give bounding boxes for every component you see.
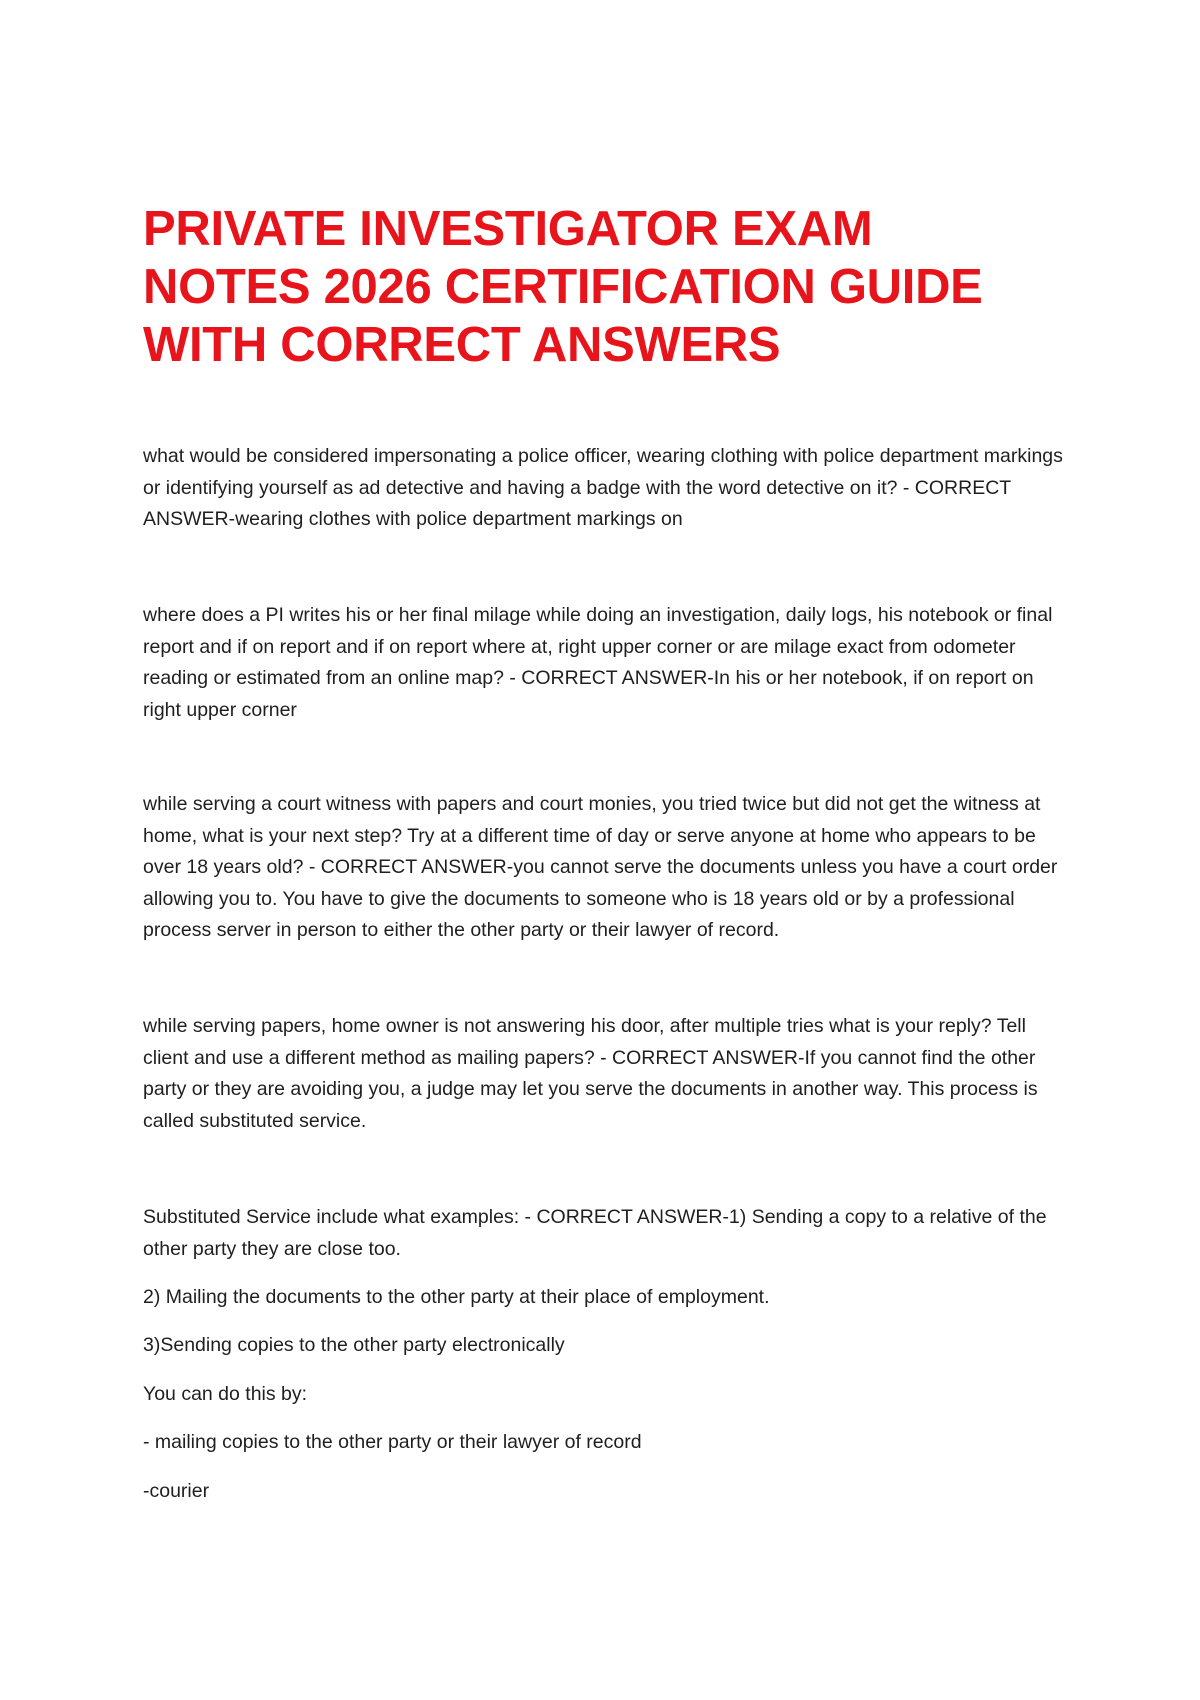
title-line: WITH CORRECT ANSWERS [143, 318, 781, 372]
list-line: You can do this by: [143, 1383, 308, 1405]
qa-entry-substituted-service-examples: Substituted Service include what examples: - CORRECT ANSWER-1) Sending a copy to a relative of the other party they are close too. [143, 1206, 1047, 1260]
list-line: -courier [143, 1480, 210, 1502]
qa-entry-substituted-service: while serving papers, home owner is not answering his door, after multiple tries what is your reply? Tell client and use a different method as mailing papers? - CORRECT ANSWER-If you cannot find the other party or they are avoiding you, a judge may let you serve the documents in another way. This process is called substituted service. [143, 1015, 1038, 1132]
title-line: PRIVATE INVESTIGATOR EXAM [143, 202, 873, 256]
qa-entry-final-milage: where does a PI writes his or her final milage while doing an investigation, daily logs, his notebook or final report and if on report and if on report where at, right upper corner or are milage exact from odometer reading or estimated from an online map? - CORRECT ANSWER-In his or her notebook, if on report on right upper corner [143, 604, 1053, 721]
list-line: 3)Sending copies to the other party electronically [143, 1334, 565, 1356]
title-line: NOTES 2026 CERTIFICATION GUIDE [143, 260, 983, 314]
document-title [143, 200, 1043, 374]
qa-entry-impersonating-officer: what would be considered impersonating a police officer, wearing clothing with police department markings or identifying yourself as ad detective and having a badge with the word detective on it? - CORRECT ANSWER-wearing clothes with police department markings on [143, 445, 1063, 530]
list-line: 2) Mailing the documents to the other party at their place of employment. [143, 1286, 770, 1308]
list-line: - mailing copies to the other party or their lawyer of record [143, 1431, 642, 1453]
qa-entry-serving-court-witness: while serving a court witness with papers and court monies, you tried twice but did not get the witness at home, what is your next step? Try at a different time of day or serve anyone at home who appears to be over 18 years old? - CORRECT ANSWER-you cannot serve the documents unless you have a court order allowing you to. You have to give the documents to someone who is 18 years old or by a professional process server in person to either the other party or their lawyer of record. [143, 793, 1058, 941]
